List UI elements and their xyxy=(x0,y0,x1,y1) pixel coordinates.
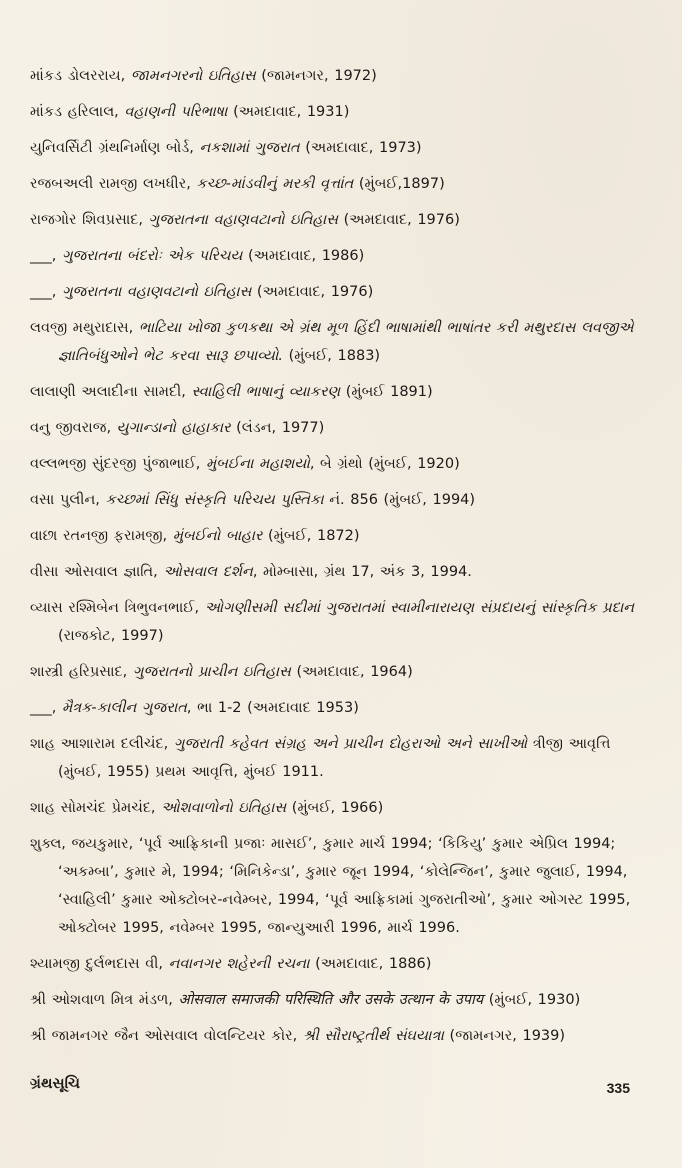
entry-title: ગુજરાતી કહેવત સંગ્રહ અને પ્રાચીન દોહરાઓ અને સાખીઓ xyxy=(173,736,528,752)
bibliography-entry xyxy=(30,830,642,942)
entry-author: શ્યામજી દુર્લભદાસ વી, xyxy=(30,956,169,972)
entry-title: યુગાન્ડાનો હાહાકાર xyxy=(116,420,231,436)
bibliography-entry xyxy=(30,558,642,586)
entry-details: , બે ગ્રંથો (મુંબઈ, 1920) xyxy=(309,456,460,472)
entry-title: ओसवाल समाजकी परिस्थिति और उसके उत्थान के उपाय xyxy=(178,992,484,1008)
bibliography-entry xyxy=(30,986,642,1014)
entry-details: , મોમ્બાસા, ગ્રંથ 17, અંક 3, 1994. xyxy=(252,564,472,580)
entry-details: (મુંબઈ 1891) xyxy=(340,384,433,400)
entry-author: ___, xyxy=(30,284,62,300)
entry-details: (રાજકોટ, 1997) xyxy=(58,628,164,644)
entry-title: નકશામાં ગુજરાત xyxy=(199,140,300,156)
entry-details: ત્રીજી આવૃત્તિ (મુંબઈ, 1955) પ્રથમ આવૃત્તિ, મુંબઈ 1911. xyxy=(58,736,611,780)
entry-details: ‘પૂર્વ આફ્રિકાની પ્રજાઃ માસઈ’, કુમાર માર્ચ 1994; ‘કિકિયુ’ કુમાર એપ્રિલ 1994; ‘અકમ્બા’, કુમાર મે, 1994; ‘મિનિકેન્ડા’, કુમાર જૂન 1994, ‘કોલેન્જિન’, કુમાર જુલાઈ, 1994, ‘સ્વાહિલી’ કુમાર ઓક્ટોબર-નવેમ્બર, 1994, ‘પૂર્વ આફ્રિકામાં ગુજરાતીઓ’, કુમાર ઓગસ્ટ 1995, ઓક્ટોબર 1995, નવેમ્બર 1995, જાન્યુઆરી 1996, માર્ચ 1996. xyxy=(58,836,631,936)
entry-title: નવાનગર શહેરની રચના xyxy=(168,956,310,972)
entry-title: જામનગરનો ઇતિહાસ xyxy=(130,68,256,84)
bibliography-entry xyxy=(30,450,642,478)
bibliography-entry xyxy=(30,694,642,722)
running-footer-title: ગ્રંથસૂચિ xyxy=(30,1074,80,1092)
bibliography-entry xyxy=(30,522,642,550)
entry-title: ઓગણીસમી સદીમાં ગુજરાતમાં સ્વામીનારાયણ સંપ્રદાયનું સાંસ્કૃતિક પ્રદાન xyxy=(204,600,635,616)
entry-details: (મુંબઈ, 1966) xyxy=(286,800,384,816)
entry-author: વસા પુલીન, xyxy=(30,492,106,508)
entry-author: શાહ સોમચંદ પ્રેમચંદ, xyxy=(30,800,162,816)
entry-title: ગુજરાતનો પ્રાચીન ઇતિહાસ xyxy=(132,664,291,680)
entry-details: (મુંબઈ, 1930) xyxy=(483,992,581,1008)
bibliography-entry xyxy=(30,378,642,406)
entry-details: (મુંબઈ, 1872) xyxy=(262,528,360,544)
entry-details: (જામનગર, 1972) xyxy=(255,68,377,84)
entry-details: (જામનગર, 1939) xyxy=(443,1028,566,1044)
bibliography-entry xyxy=(30,98,642,126)
entry-author: લાલાણી અલાદીના સામદી, xyxy=(30,384,192,400)
entry-details: (અમદાવાદ, 1886) xyxy=(309,956,432,972)
bibliography-list xyxy=(30,62,642,1058)
entry-title: ગુજરાતના બંદરોઃ એક પરિચય xyxy=(61,248,243,264)
entry-author: શાસ્ત્રી હરિપ્રસાદ, xyxy=(30,664,133,680)
entry-author: યુનિવર્સિટી ગ્રંથનિર્માણ બોર્ડ, xyxy=(30,140,200,156)
bibliography-entry xyxy=(30,486,642,514)
entry-author: વીસા ઓસવાલ જ્ઞાતિ, xyxy=(30,564,164,580)
entry-title: ઓસવાલ દર્શન xyxy=(163,564,253,580)
entry-author: માંકડ હરિલાલ, xyxy=(30,104,125,120)
entry-author: શુક્લ, જયકુમાર, xyxy=(30,836,139,852)
bibliography-entry xyxy=(30,278,642,306)
entry-author: વલ્લભજી સુંદરજી પુંજાભાઈ, xyxy=(30,456,206,472)
bibliography-entry xyxy=(30,62,642,90)
entry-author: લવજી મથુરાદાસ, xyxy=(30,320,139,336)
entry-title: મૈત્રક-કાલીન ગુજરાત xyxy=(61,700,187,716)
entry-author: વાછા રતનજી ફરામજી, xyxy=(30,528,173,544)
entry-author: રજબઅલી રામજી લખધીર, xyxy=(30,176,197,192)
entry-author: માંકડ ડોલરરાય, xyxy=(30,68,131,84)
entry-author: ___, xyxy=(30,700,62,716)
entry-details: (અમદાવાદ, 1964) xyxy=(290,664,413,680)
entry-author: વ્યાસ રશ્મિબેન ત્રિભુવનભાઈ, xyxy=(30,600,205,616)
bibliography-entry xyxy=(30,414,642,442)
entry-title: વહાણની પરિભાષા xyxy=(124,104,228,120)
bibliography-entry xyxy=(30,950,642,978)
entry-author: વનુ જીવરાજ, xyxy=(30,420,117,436)
entry-details: (મુંબઈ, 1883) xyxy=(282,348,381,364)
entry-title: ગુજરાતના વહાણવટાનો ઇતિહાસ xyxy=(61,284,252,300)
entry-details: (અમદાવાદ, 1976) xyxy=(337,212,460,228)
bibliography-entry xyxy=(30,134,642,162)
bibliography-entry xyxy=(30,730,642,786)
bibliography-entry xyxy=(30,206,642,234)
entry-details: (અમદાવાદ, 1976) xyxy=(251,284,374,300)
page-number: 335 xyxy=(606,1080,630,1096)
entry-details: (અમદાવાદ, 1931) xyxy=(227,104,350,120)
entry-details: (લંડન, 1977) xyxy=(230,420,325,436)
entry-title: ગુજરાતના વહાણવટાનો ઇતિહાસ xyxy=(148,212,338,228)
entry-title: કચ્છમાં સિંધુ સંસ્કૃતિ પરિચય પુસ્તિકા xyxy=(105,492,324,508)
bibliography-entry xyxy=(30,314,642,370)
bibliography-entry xyxy=(30,1022,642,1050)
entry-title: ઓશવાળોનો ઇતિહાસ xyxy=(161,800,287,816)
entry-details: , ભા 1-2 (અમદાવાદ 1953) xyxy=(186,700,359,716)
entry-title: ભાટિયા ખોજા કુળકથા એ ગ્રંથ મૂળ હિંદી ભાષામાંથી ભાષાંતર કરી મથુરદાસ લવજીએ જ્ઞાતિબંધુઓને ભેટ કરવા સારૂ છપાવ્યો. xyxy=(58,320,634,364)
entry-author: રાજગોર શિવપ્રસાદ, xyxy=(30,212,149,228)
entry-author: શાહ આશારામ દલીચંદ, xyxy=(30,736,174,752)
entry-details: (અમદાવાદ, 1986) xyxy=(242,248,365,264)
entry-details: નં. 856 (મુંબઈ, 1994) xyxy=(323,492,476,508)
entry-details: (મુંબઈ,1897) xyxy=(353,176,445,192)
entry-title: કચ્છ-માંડવીનું મરકી વૃત્તાંત xyxy=(196,176,354,192)
bibliography-entry xyxy=(30,242,642,270)
entry-author: શ્રી ઓશવાળ મિત્ર મંડળ, xyxy=(30,992,179,1008)
entry-author: શ્રી જામનગર જૈન ઓસવાલ વોલન્ટિયર કોર, xyxy=(30,1028,303,1044)
entry-details: (અમદાવાદ, 1973) xyxy=(299,140,422,156)
entry-title: મુંબઈના મહાશયો xyxy=(206,456,310,472)
bibliography-entry xyxy=(30,170,642,198)
entry-title: શ્રી સૌરાષ્ટ્રતીર્થ સંઘયાત્રા xyxy=(302,1028,444,1044)
entry-author: ___, xyxy=(30,248,62,264)
bibliography-entry xyxy=(30,594,642,650)
bibliography-entry xyxy=(30,658,642,686)
bibliography-entry xyxy=(30,794,642,822)
entry-title: મુંબઈનો બાહાર xyxy=(172,528,263,544)
entry-title: સ્વાહિલી ભાષાનું વ્યાકરણ xyxy=(191,384,341,400)
